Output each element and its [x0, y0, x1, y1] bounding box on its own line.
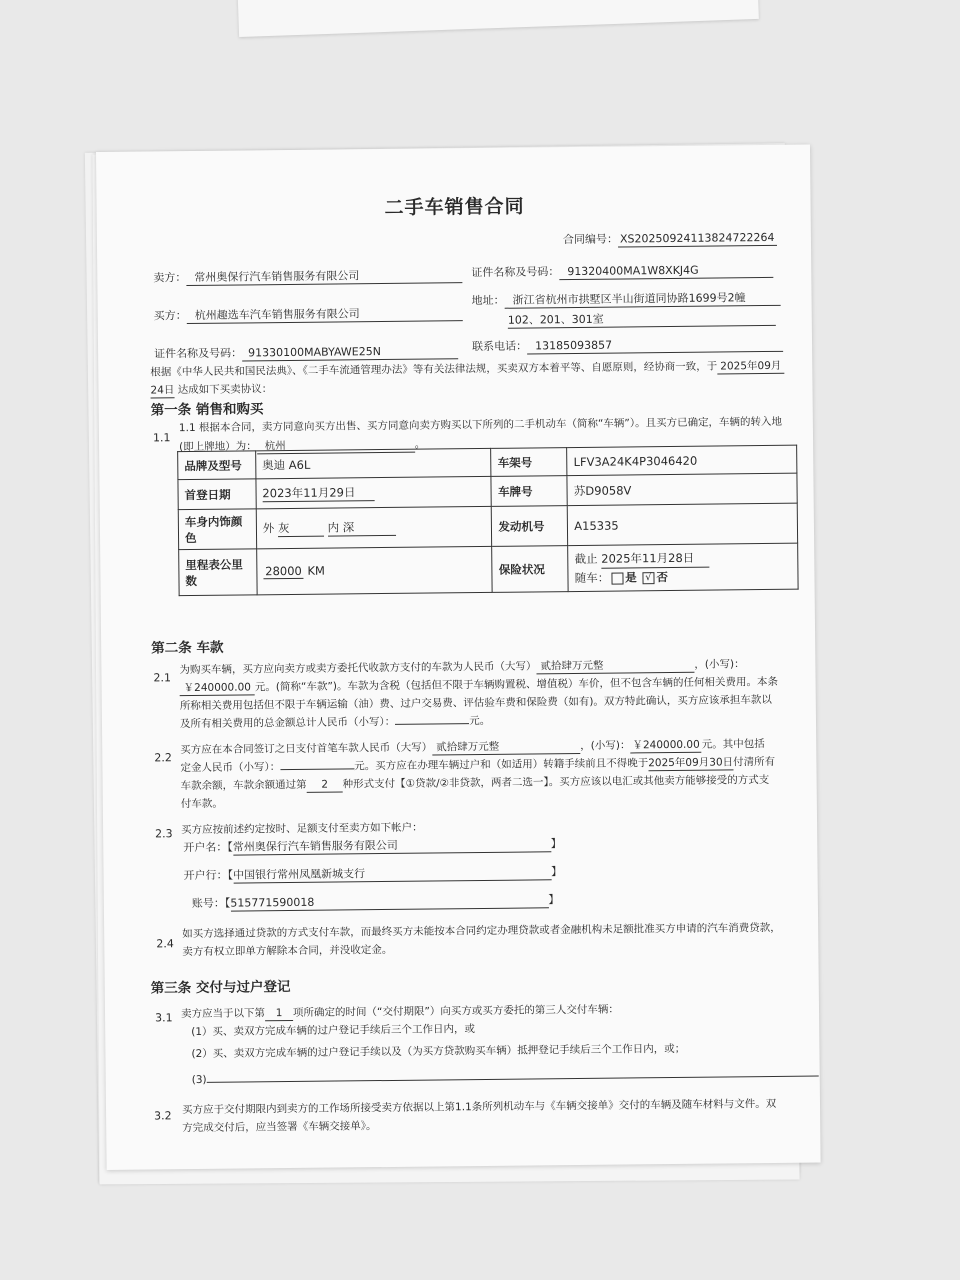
clause-2-2-line-4: 付车款。	[180, 797, 223, 811]
plate-value: 苏D9058V	[567, 473, 797, 505]
buyer-id-line	[154, 344, 458, 362]
engine-value: A15335	[568, 503, 798, 545]
clause-number: 3.2	[154, 1109, 172, 1123]
total-amount-blank	[395, 723, 469, 725]
clause-text: 付清所有	[733, 755, 776, 769]
address-line2: 102、201、301室	[508, 311, 776, 329]
clause-text: 为购买车辆，买方应向卖方或卖方委托代收款方支付的车款为人民币（大写）	[179, 660, 537, 677]
buyer-label: 买方：	[153, 309, 187, 323]
mileage-cell	[256, 546, 492, 594]
table-row	[178, 503, 797, 549]
payment-deadline: 2025年09月30日	[648, 756, 734, 770]
option-number: (3)	[191, 1073, 207, 1087]
account-name: 常州奥保行汽车销售服务有限公司	[233, 837, 551, 855]
buyer-name: 杭州趣选车汽车销售服务有限公司	[187, 306, 463, 324]
option-3-blank	[207, 1075, 819, 1082]
seller-line	[153, 268, 462, 286]
intro-date: 2025年09月	[717, 359, 784, 375]
seller-id: 91320400MA1W8XKJ4G	[559, 263, 773, 280]
intro-date-day: 24日	[150, 384, 175, 397]
clause-2-1-line-4	[180, 714, 490, 731]
address-line1: 浙江省杭州市拱墅区半山街道同协路1699号2幢	[505, 291, 781, 309]
price-lowercase: ￥240000.00	[180, 680, 255, 696]
address-line-2	[508, 311, 776, 329]
bracket: 】	[550, 865, 563, 879]
buyer-id: 91330100MABYAWE25N	[242, 344, 458, 361]
clause-text: 卖方应当于以下第	[180, 1007, 266, 1021]
contract-number-value: XS20250924113824722264	[618, 231, 777, 248]
period: 。	[414, 438, 426, 451]
vin-label: 车架号	[491, 448, 567, 477]
buyer-id-label: 证件名称及号码：	[154, 346, 243, 361]
phone-label: 联系电话：	[471, 339, 528, 354]
price-uppercase: 贰拾肆万元整	[536, 658, 694, 675]
seller-label: 卖方：	[153, 271, 187, 285]
brand-label: 品牌及型号	[178, 451, 256, 480]
no-label: 否	[656, 570, 668, 585]
clause-2-4-line-2: 卖方有权立即单方解除本合同，并没收定金。	[182, 943, 393, 959]
vehicle-info-table	[177, 445, 798, 596]
clause-1-1-line-1: 1.1 根据本合同，卖方同意向买方出售、买方同意向卖方购买以下所列的二手机动车（简称“车辆”）。且买方已确定，车辆的转入地	[178, 415, 783, 435]
clause-2-3-text: 买方应按前述约定按时、足额支付至卖方如下帐户：	[181, 821, 423, 837]
brand-value: 奥迪 A6L	[255, 448, 491, 478]
seller-id-line	[471, 263, 773, 281]
seller-name: 常州奥保行汽车销售服务有限公司	[186, 268, 462, 286]
clause-text: 项所确定的时间（“交付期限”）向买方或买方委托的第三人交付车辆：	[292, 1003, 619, 1019]
delivery-option: 1	[265, 1006, 293, 1021]
yes-checkbox[interactable]	[611, 572, 623, 584]
clause-text: ，(小写)：	[580, 739, 631, 752]
clause-number: 2.2	[154, 751, 172, 765]
clause-text: 种形式支付【①贷款/②非贷款，两者二选一】。买方应该以电汇或其他卖方能够接受的方式支	[342, 773, 770, 791]
clause-text: 车款余额，车款余额通过第	[180, 778, 307, 793]
exterior-color: 灰	[278, 520, 324, 537]
account-number: 515771590018	[230, 893, 548, 911]
interior-color: 内 深	[327, 519, 395, 537]
clause-text: 定金人民币（小写）：	[180, 761, 281, 775]
bank-line	[184, 865, 563, 884]
clause-text: ，(小写)：	[694, 658, 745, 671]
clause-2-1-line-1	[179, 657, 744, 678]
delivery-option-3	[192, 1066, 819, 1087]
account-name-label: 开户名：【	[183, 840, 233, 855]
account-name-line	[183, 837, 562, 856]
payment-method: 2	[307, 777, 343, 792]
clause-text: 买方应在本合同签订之日支付首笔车款人民币（大写）	[180, 741, 433, 757]
bank-name: 中国银行常州凤凰新城支行	[233, 865, 551, 883]
intro-text: 根据《中华人民共和国民法典》、《二手车流通管理办法》等有关法律法规，买卖双方本着平等、自愿原则，经协商一致，于	[150, 360, 718, 379]
contract-page	[96, 145, 821, 1170]
clause-2-1-line-3: 所称相关费用包括但不限于车辆运输（油）费、过户交易费、评估验车费和保险费（如有)。双方特此确认，买方应该承担车款以	[179, 693, 772, 713]
clause-text: 元。	[469, 714, 491, 728]
delivery-option-2: (2）买、卖双方完成车辆的过户登记手续以及（为买方贷款购买车辆）抵押登记手续后三个工作日内，或；	[191, 1042, 686, 1061]
color-label: 车身内饰颜色	[178, 509, 256, 550]
clause-number: 3.1	[155, 1011, 173, 1025]
plate-city: 杭州	[257, 438, 415, 455]
reg-date-label: 首登日期	[178, 479, 256, 510]
insurance-label: 保险状况	[492, 546, 568, 593]
first-payment-uppercase: 贰拾肆万元整	[432, 739, 580, 756]
clause-text: 元。其中包括	[701, 738, 765, 751]
clause-3-2-line-1: 买方应于交付期限内到卖方的工作场所接受卖方依据以上第1.1条所列机动车与《车辆交接单》交付的车辆及随车材料与文件。双	[181, 1097, 777, 1117]
account-number-label: 账号：【	[191, 896, 231, 911]
account-number-line	[192, 893, 560, 912]
clause-2-4-line-1: 如买方选择通过贷款的方式支付车款，而最终买方未能按本合同约定办理贷款或者金融机构未足额批准买方申请的汽车消费贷款，	[182, 921, 781, 941]
mileage-value: 28000	[263, 564, 304, 579]
engine-label: 发动机号	[492, 506, 568, 547]
mileage-unit: KM	[307, 563, 326, 578]
table-row	[179, 543, 798, 595]
phone-line	[472, 337, 783, 355]
intro-line-2	[150, 382, 272, 398]
vin-value: LFV3A24K4P3046420	[567, 445, 797, 475]
clause-number: 2.3	[155, 827, 173, 841]
clause-text: 元。买方应在办理车辆过户和（如适用）转籍手续前且不得晚于	[354, 757, 649, 773]
reg-date-value: 2023年11月29日	[262, 484, 374, 502]
buyer-line	[154, 306, 463, 324]
clause-3-2-line-2: 方完成交付后，应当签署《车辆交接单》。	[182, 1120, 377, 1135]
article-2-heading: 第二条 车款	[151, 639, 224, 657]
no-checkbox[interactable]: √	[642, 572, 654, 584]
insurance-until	[574, 548, 791, 569]
plate-city-label: (即上牌地）为：	[179, 440, 257, 454]
bracket: 】	[548, 893, 560, 907]
with-car-label: 随车：	[574, 570, 610, 586]
reg-date-cell	[256, 476, 492, 508]
color-cell	[256, 506, 492, 548]
insurance-cell	[568, 543, 798, 591]
insurance-until-prefix: 截止	[574, 551, 598, 567]
clause-number: 2.1	[153, 671, 172, 685]
document-title: 二手车销售合同	[384, 195, 525, 219]
clause-text: 及所有相关费用的总金额总计人民币（小写）：	[179, 715, 396, 731]
intro-line-1	[150, 359, 784, 381]
phone: 13185093857	[527, 337, 783, 355]
clause-2-2-line-3	[181, 773, 770, 794]
clause-text: 元。(简称“车款”)。车款为含税（包括但不限于车辆购置税、增值税）车价，但不包含车辆的任何相关费用。本条	[254, 675, 779, 694]
article-1-heading: 第一条 销售和购买	[150, 401, 264, 419]
bracket: 】	[550, 837, 562, 851]
seller-id-label: 证件名称及号码：	[471, 265, 560, 280]
contract-number	[563, 231, 777, 248]
address-label: 地址：	[471, 293, 505, 308]
contract-number-label: 合同编号：	[562, 232, 619, 247]
stacked-paper-top	[237, 0, 759, 37]
exterior-prefix: 外	[262, 521, 275, 536]
intro-text-2: 达成如下买卖协议：	[177, 383, 273, 397]
plate-label: 车牌号	[491, 476, 567, 507]
insurance-until-date: 2025年11月28日	[601, 549, 709, 569]
mileage-label: 里程表公里数	[179, 549, 257, 596]
clause-3-1-text	[181, 1003, 619, 1023]
address-line	[472, 291, 781, 309]
yes-label: 是	[625, 570, 637, 585]
clause-number: 2.4	[156, 937, 174, 951]
deposit-blank	[280, 768, 354, 770]
first-payment-lowercase: ￥240000.00	[630, 738, 701, 754]
bank-label: 开户行：【	[183, 868, 234, 883]
with-car-options	[575, 567, 792, 587]
clause-number: 1.1	[152, 431, 171, 445]
article-3-heading: 第三条 交付与过户登记	[150, 979, 291, 997]
delivery-option-1: (1）买、卖双方完成车辆的过户登记手续后三个工作日内，或	[191, 1023, 476, 1039]
